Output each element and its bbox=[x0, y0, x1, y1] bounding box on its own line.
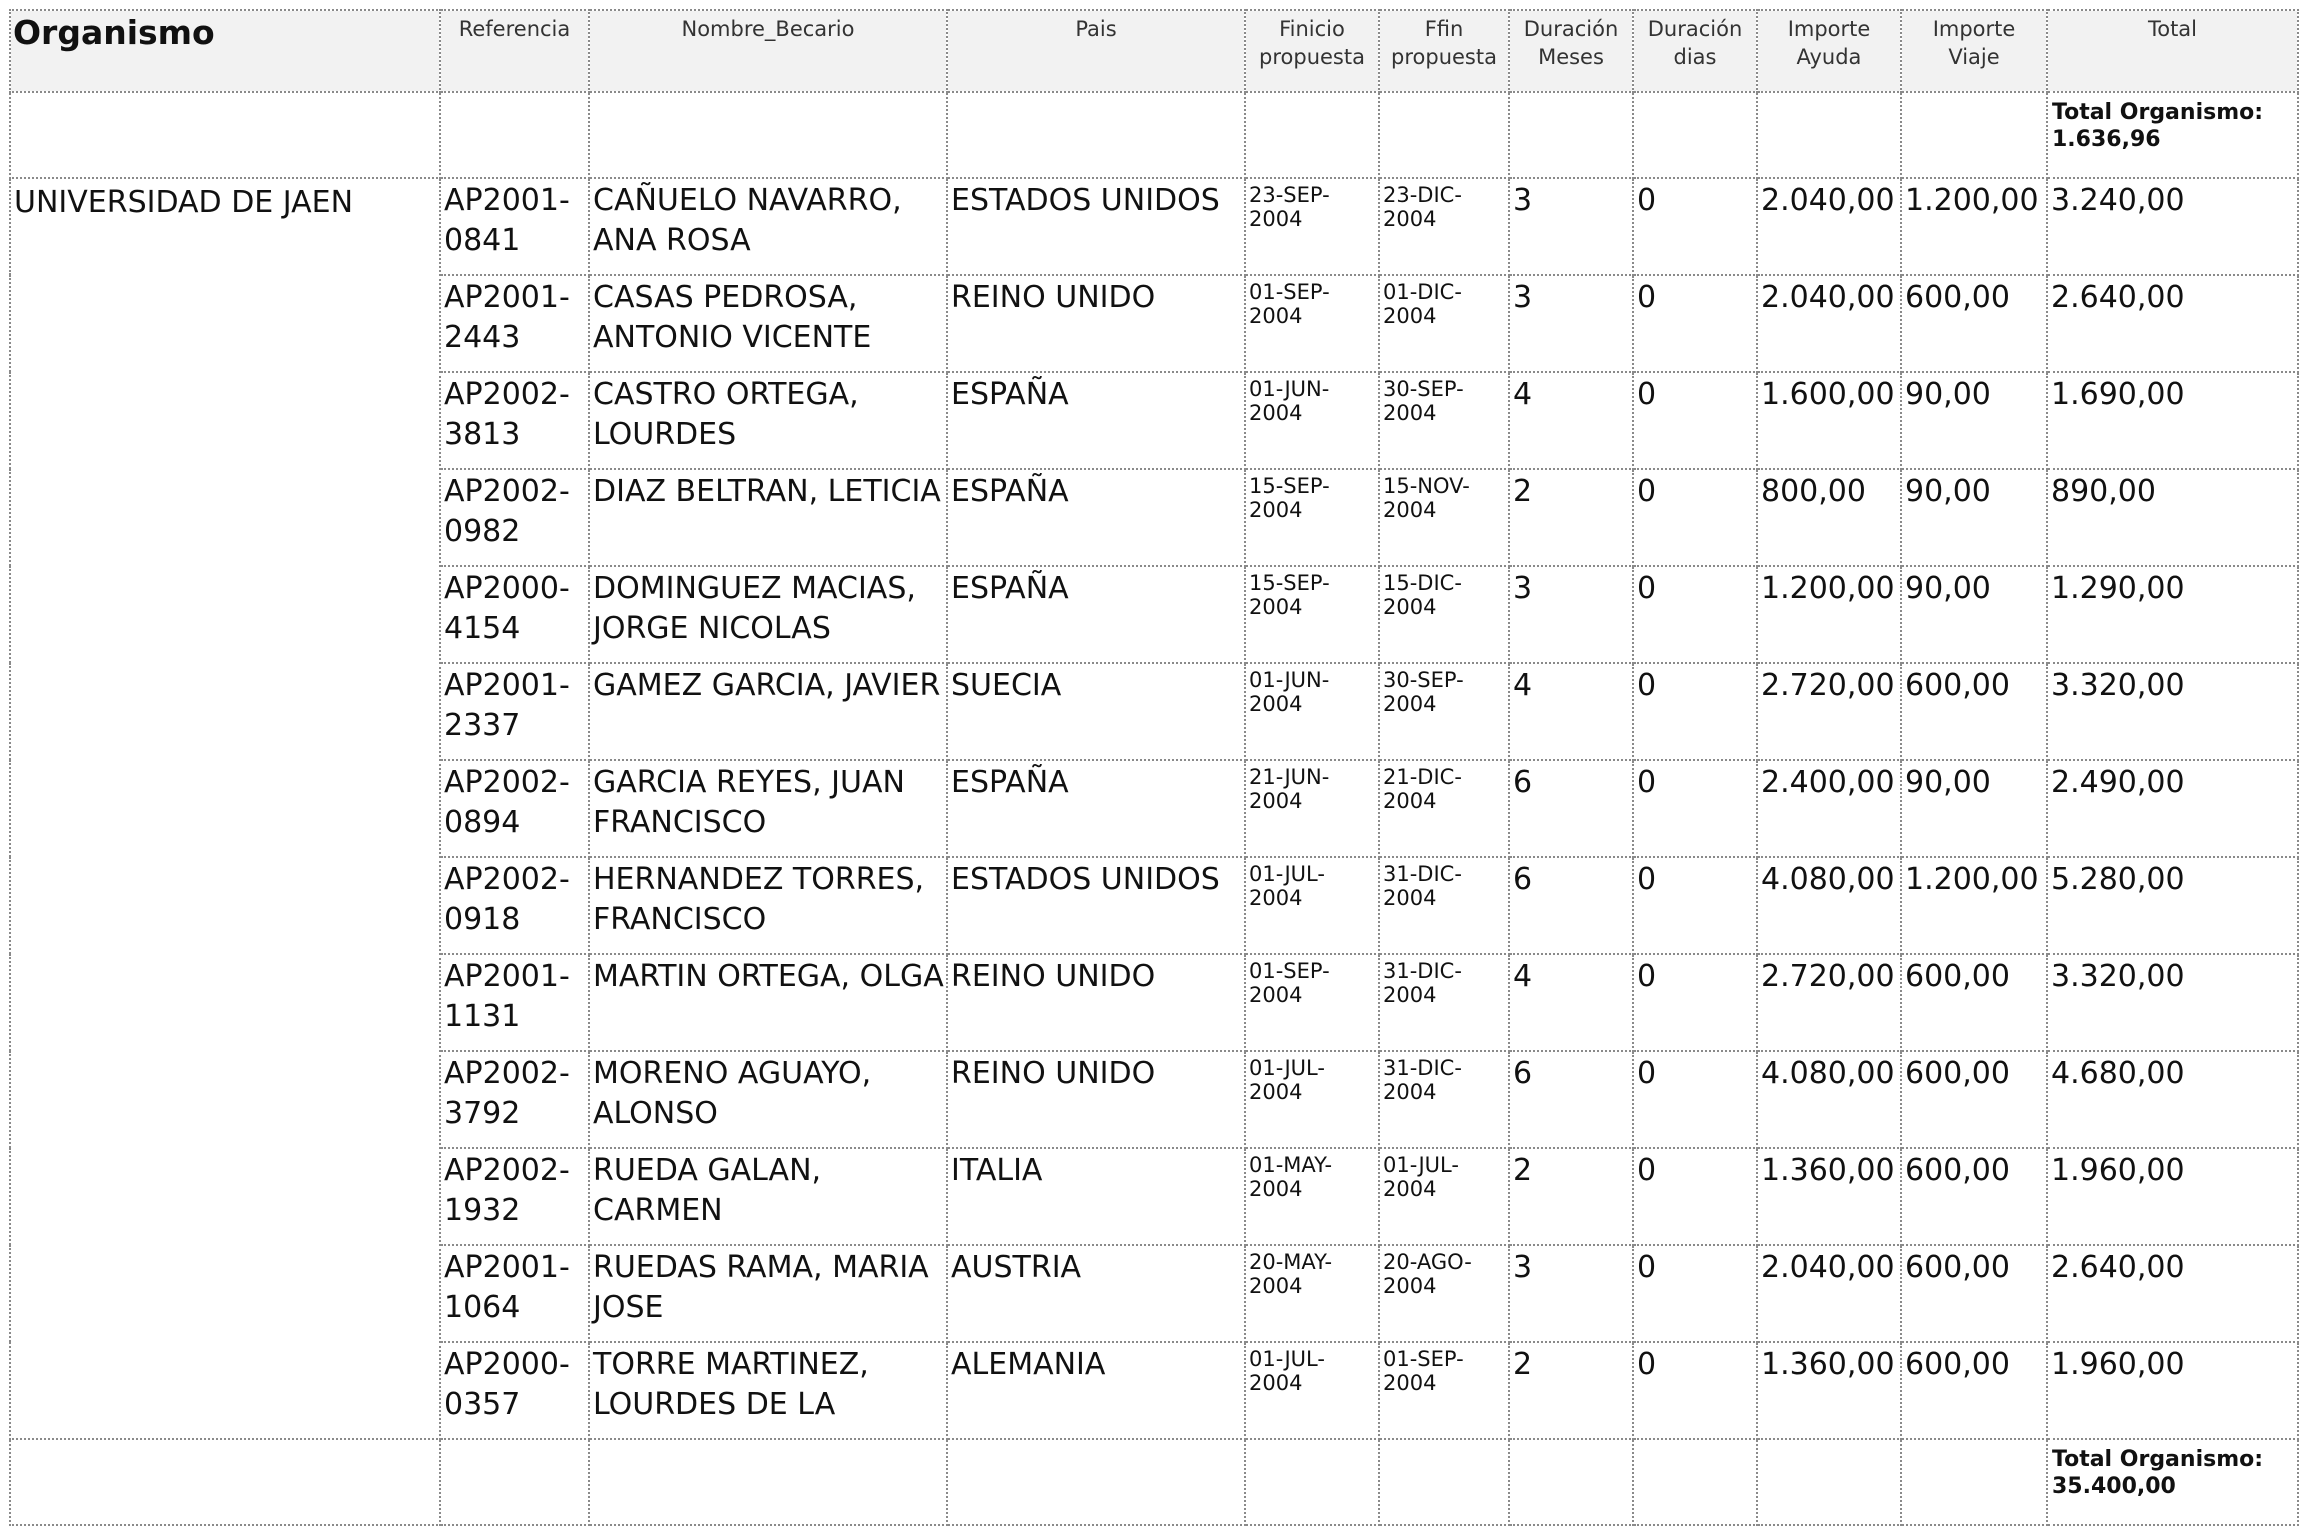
importe-viaje-cell: 600,00 bbox=[1901, 1051, 2047, 1148]
referencia-cell: AP2002- 3792 bbox=[440, 1051, 589, 1148]
importe-ayuda-cell: 2.720,00 bbox=[1757, 954, 1901, 1051]
bottom-total-cell: Total Organismo: 35.400,00 bbox=[2047, 1439, 2298, 1525]
ffin-cell: 31-DIC- 2004 bbox=[1379, 1051, 1509, 1148]
nombre-becario-cell: GARCIA REYES, JUAN FRANCISCO bbox=[589, 760, 947, 857]
duracion-meses-cell: 4 bbox=[1509, 663, 1633, 760]
header-ffin: Ffin propuesta bbox=[1379, 10, 1509, 92]
finicio-cell: 20-MAY- 2004 bbox=[1245, 1245, 1379, 1342]
organismo-cell: UNIVERSIDAD DE JAEN bbox=[10, 178, 440, 1439]
total-cell: 2.640,00 bbox=[2047, 1245, 2298, 1342]
header-referencia: Referencia bbox=[440, 10, 589, 92]
nombre-becario-cell: DIAZ BELTRAN, LETICIA bbox=[589, 469, 947, 566]
finicio-cell: 01-JUN- 2004 bbox=[1245, 663, 1379, 760]
referencia-cell: AP2001- 2337 bbox=[440, 663, 589, 760]
duracion-dias-cell: 0 bbox=[1633, 663, 1757, 760]
total-cell: 2.490,00 bbox=[2047, 760, 2298, 857]
ffin-cell: 31-DIC- 2004 bbox=[1379, 857, 1509, 954]
finicio-cell: 15-SEP- 2004 bbox=[1245, 469, 1379, 566]
ffin-cell: 21-DIC- 2004 bbox=[1379, 760, 1509, 857]
pais-cell: ITALIA bbox=[947, 1148, 1245, 1245]
duracion-dias-cell: 0 bbox=[1633, 857, 1757, 954]
nombre-becario-cell: RUEDA GALAN, CARMEN bbox=[589, 1148, 947, 1245]
duracion-dias-cell: 0 bbox=[1633, 1245, 1757, 1342]
nombre-becario-cell: CAÑUELO NAVARRO, ANA ROSA bbox=[589, 178, 947, 275]
pais-cell: ESPAÑA bbox=[947, 566, 1245, 663]
total-cell: 3.320,00 bbox=[2047, 663, 2298, 760]
referencia-cell: AP2001- 0841 bbox=[440, 178, 589, 275]
importe-ayuda-cell: 4.080,00 bbox=[1757, 1051, 1901, 1148]
ffin-cell: 15-DIC- 2004 bbox=[1379, 566, 1509, 663]
referencia-cell: AP2001- 1131 bbox=[440, 954, 589, 1051]
duracion-meses-cell: 3 bbox=[1509, 1245, 1633, 1342]
duracion-meses-cell: 2 bbox=[1509, 1148, 1633, 1245]
referencia-cell: AP2000- 0357 bbox=[440, 1342, 589, 1439]
total-cell: 2.640,00 bbox=[2047, 275, 2298, 372]
ffin-cell: 31-DIC- 2004 bbox=[1379, 954, 1509, 1051]
becas-table bbox=[9, 9, 2299, 1526]
pais-cell: ALEMANIA bbox=[947, 1342, 1245, 1439]
header-nombre-becario: Nombre_Becario bbox=[589, 10, 947, 92]
importe-ayuda-cell: 2.040,00 bbox=[1757, 275, 1901, 372]
importe-ayuda-cell: 2.040,00 bbox=[1757, 1245, 1901, 1342]
duracion-dias-cell: 0 bbox=[1633, 954, 1757, 1051]
ffin-cell: 01-JUL- 2004 bbox=[1379, 1148, 1509, 1245]
duracion-meses-cell: 2 bbox=[1509, 469, 1633, 566]
importe-ayuda-cell: 2.400,00 bbox=[1757, 760, 1901, 857]
importe-viaje-cell: 90,00 bbox=[1901, 372, 2047, 469]
duracion-dias-cell: 0 bbox=[1633, 760, 1757, 857]
referencia-cell: AP2002- 1932 bbox=[440, 1148, 589, 1245]
pais-cell: ESPAÑA bbox=[947, 372, 1245, 469]
pais-cell: ESPAÑA bbox=[947, 760, 1245, 857]
importe-ayuda-cell: 1.360,00 bbox=[1757, 1148, 1901, 1245]
nombre-becario-cell: TORRE MARTINEZ, LOURDES DE LA bbox=[589, 1342, 947, 1439]
pais-cell: REINO UNIDO bbox=[947, 954, 1245, 1051]
importe-viaje-cell: 1.200,00 bbox=[1901, 178, 2047, 275]
importe-viaje-cell: 600,00 bbox=[1901, 1245, 2047, 1342]
total-cell: 4.680,00 bbox=[2047, 1051, 2298, 1148]
nombre-becario-cell: MARTIN ORTEGA, OLGA bbox=[589, 954, 947, 1051]
pais-cell: ESTADOS UNIDOS bbox=[947, 178, 1245, 275]
pais-cell: REINO UNIDO bbox=[947, 1051, 1245, 1148]
duracion-meses-cell: 6 bbox=[1509, 1051, 1633, 1148]
duracion-dias-cell: 0 bbox=[1633, 469, 1757, 566]
importe-ayuda-cell: 1.360,00 bbox=[1757, 1342, 1901, 1439]
nombre-becario-cell: DOMINGUEZ MACIAS, JORGE NICOLAS bbox=[589, 566, 947, 663]
ffin-cell: 30-SEP- 2004 bbox=[1379, 663, 1509, 760]
importe-viaje-cell: 90,00 bbox=[1901, 760, 2047, 857]
total-cell: 5.280,00 bbox=[2047, 857, 2298, 954]
header-importe-viaje: Importe Viaje bbox=[1901, 10, 2047, 92]
duracion-dias-cell: 0 bbox=[1633, 1051, 1757, 1148]
importe-viaje-cell: 600,00 bbox=[1901, 663, 2047, 760]
ffin-cell: 01-DIC- 2004 bbox=[1379, 275, 1509, 372]
total-cell: 1.290,00 bbox=[2047, 566, 2298, 663]
total-organismo-label: Total Organismo: bbox=[2052, 100, 2264, 125]
referencia-cell: AP2002- 3813 bbox=[440, 372, 589, 469]
header-duracion-dias: Duración dias bbox=[1633, 10, 1757, 92]
duracion-dias-cell: 0 bbox=[1633, 566, 1757, 663]
importe-ayuda-cell: 1.200,00 bbox=[1757, 566, 1901, 663]
nombre-becario-cell: HERNANDEZ TORRES, FRANCISCO bbox=[589, 857, 947, 954]
duracion-meses-cell: 4 bbox=[1509, 372, 1633, 469]
header-finicio: Finicio propuesta bbox=[1245, 10, 1379, 92]
pais-cell: AUSTRIA bbox=[947, 1245, 1245, 1342]
total-cell: 1.960,00 bbox=[2047, 1342, 2298, 1439]
finicio-cell: 01-JUL- 2004 bbox=[1245, 1342, 1379, 1439]
pais-cell: ESTADOS UNIDOS bbox=[947, 857, 1245, 954]
finicio-cell: 23-SEP- 2004 bbox=[1245, 178, 1379, 275]
importe-viaje-cell: 1.200,00 bbox=[1901, 857, 2047, 954]
importe-ayuda-cell: 4.080,00 bbox=[1757, 857, 1901, 954]
finicio-cell: 01-JUN- 2004 bbox=[1245, 372, 1379, 469]
bottom-total-row bbox=[10, 1439, 2298, 1525]
duracion-dias-cell: 0 bbox=[1633, 372, 1757, 469]
finicio-cell: 01-JUL- 2004 bbox=[1245, 857, 1379, 954]
top-total-cell bbox=[2047, 92, 2298, 178]
finicio-cell: 01-SEP- 2004 bbox=[1245, 275, 1379, 372]
header-total: Total bbox=[2047, 10, 2298, 92]
total-cell: 3.240,00 bbox=[2047, 178, 2298, 275]
ffin-cell: 15-NOV- 2004 bbox=[1379, 469, 1509, 566]
nombre-becario-cell: CASAS PEDROSA, ANTONIO VICENTE bbox=[589, 275, 947, 372]
referencia-cell: AP2000- 4154 bbox=[440, 566, 589, 663]
pais-cell: ESPAÑA bbox=[947, 469, 1245, 566]
total-cell: 890,00 bbox=[2047, 469, 2298, 566]
finicio-cell: 01-JUL- 2004 bbox=[1245, 1051, 1379, 1148]
header-pais: Pais bbox=[947, 10, 1245, 92]
duracion-dias-cell: 0 bbox=[1633, 178, 1757, 275]
total-cell: 3.320,00 bbox=[2047, 954, 2298, 1051]
total-cell: 1.690,00 bbox=[2047, 372, 2298, 469]
top-total-row bbox=[10, 92, 2298, 178]
pais-cell: REINO UNIDO bbox=[947, 275, 1245, 372]
pais-cell: SUECIA bbox=[947, 663, 1245, 760]
importe-ayuda-cell: 2.720,00 bbox=[1757, 663, 1901, 760]
ffin-cell: 23-DIC- 2004 bbox=[1379, 178, 1509, 275]
importe-viaje-cell: 600,00 bbox=[1901, 954, 2047, 1051]
duracion-meses-cell: 3 bbox=[1509, 275, 1633, 372]
duracion-meses-cell: 3 bbox=[1509, 178, 1633, 275]
duracion-meses-cell: 2 bbox=[1509, 1342, 1633, 1439]
header-importe-ayuda: Importe Ayuda bbox=[1757, 10, 1901, 92]
finicio-cell: 01-MAY- 2004 bbox=[1245, 1148, 1379, 1245]
duracion-meses-cell: 6 bbox=[1509, 857, 1633, 954]
duracion-meses-cell: 4 bbox=[1509, 954, 1633, 1051]
nombre-becario-cell: GAMEZ GARCIA, JAVIER bbox=[589, 663, 947, 760]
referencia-cell: AP2001- 2443 bbox=[440, 275, 589, 372]
importe-ayuda-cell: 2.040,00 bbox=[1757, 178, 1901, 275]
duracion-meses-cell: 3 bbox=[1509, 566, 1633, 663]
referencia-cell: AP2002- 0894 bbox=[440, 760, 589, 857]
header-organismo: Organismo bbox=[10, 10, 440, 92]
duracion-dias-cell: 0 bbox=[1633, 275, 1757, 372]
header-duracion-meses: Duración Meses bbox=[1509, 10, 1633, 92]
total-organismo-value: 1.636,96 bbox=[2052, 127, 2161, 152]
header-row bbox=[10, 10, 2298, 92]
nombre-becario-cell: MORENO AGUAYO, ALONSO bbox=[589, 1051, 947, 1148]
importe-viaje-cell: 600,00 bbox=[1901, 1342, 2047, 1439]
finicio-cell: 01-SEP- 2004 bbox=[1245, 954, 1379, 1051]
referencia-cell: AP2002- 0982 bbox=[440, 469, 589, 566]
finicio-cell: 21-JUN- 2004 bbox=[1245, 760, 1379, 857]
ffin-cell: 20-AGO- 2004 bbox=[1379, 1245, 1509, 1342]
table-row bbox=[10, 178, 2298, 275]
importe-viaje-cell: 90,00 bbox=[1901, 566, 2047, 663]
duracion-dias-cell: 0 bbox=[1633, 1148, 1757, 1245]
importe-ayuda-cell: 800,00 bbox=[1757, 469, 1901, 566]
ffin-cell: 01-SEP- 2004 bbox=[1379, 1342, 1509, 1439]
nombre-becario-cell: RUEDAS RAMA, MARIA JOSE bbox=[589, 1245, 947, 1342]
importe-ayuda-cell: 1.600,00 bbox=[1757, 372, 1901, 469]
ffin-cell: 30-SEP- 2004 bbox=[1379, 372, 1509, 469]
importe-viaje-cell: 600,00 bbox=[1901, 275, 2047, 372]
importe-viaje-cell: 600,00 bbox=[1901, 1148, 2047, 1245]
nombre-becario-cell: CASTRO ORTEGA, LOURDES bbox=[589, 372, 947, 469]
duracion-dias-cell: 0 bbox=[1633, 1342, 1757, 1439]
duracion-meses-cell: 6 bbox=[1509, 760, 1633, 857]
finicio-cell: 15-SEP- 2004 bbox=[1245, 566, 1379, 663]
referencia-cell: AP2002- 0918 bbox=[440, 857, 589, 954]
referencia-cell: AP2001- 1064 bbox=[440, 1245, 589, 1342]
importe-viaje-cell: 90,00 bbox=[1901, 469, 2047, 566]
total-cell: 1.960,00 bbox=[2047, 1148, 2298, 1245]
